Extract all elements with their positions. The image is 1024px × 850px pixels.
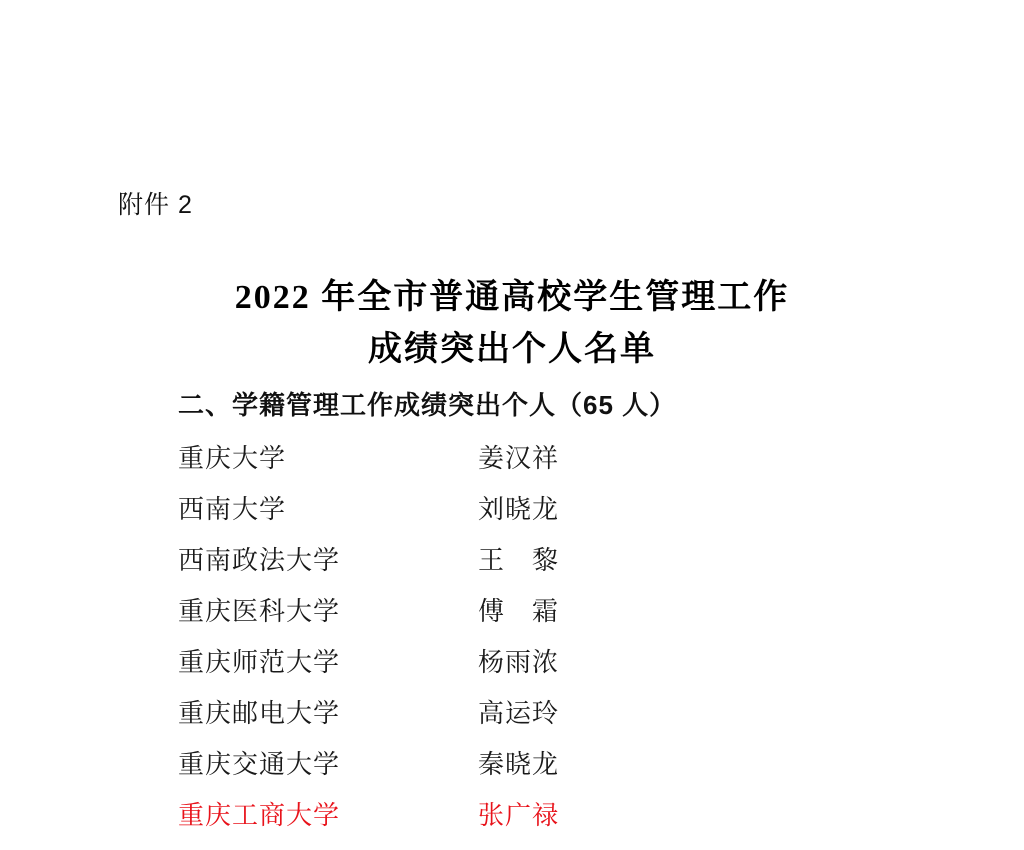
roster-person-name: 张广禄: [478, 801, 560, 830]
table-row: [178, 489, 738, 540]
roster-list: [178, 438, 738, 846]
table-row: [178, 540, 738, 591]
roster-organization: 重庆邮电大学: [178, 699, 341, 728]
table-row: [178, 795, 738, 846]
roster-person-name: 杨雨浓: [478, 648, 560, 677]
roster-person-name: 秦晓龙: [478, 750, 560, 779]
section-heading: 二、学籍管理工作成绩突出个人（65 人）: [178, 390, 677, 420]
roster-organization: 西南政法大学: [178, 546, 341, 575]
attachment-label: 附件 2: [118, 191, 193, 219]
table-row: [178, 591, 738, 642]
table-row: [178, 744, 738, 795]
page-title-line-1: 2022 年全市普通高校学生管理工作: [234, 279, 790, 316]
roster-person-name: 王 黎: [478, 546, 560, 575]
roster-organization: 西南大学: [178, 495, 287, 524]
roster-organization: 重庆工商大学: [178, 801, 341, 830]
table-row: [178, 693, 738, 744]
page-title-line-2: 成绩突出个人名单: [368, 331, 656, 368]
roster-person-name: 刘晓龙: [478, 495, 560, 524]
roster-person-name: 傅 霜: [478, 597, 560, 626]
roster-organization: 重庆医科大学: [178, 597, 341, 626]
roster-organization: 重庆师范大学: [178, 648, 341, 677]
roster-organization: 重庆交通大学: [178, 750, 341, 779]
table-row: [178, 438, 738, 489]
table-row: [178, 642, 738, 693]
page-title: [0, 272, 1024, 376]
roster-organization: 重庆大学: [178, 444, 287, 473]
roster-person-name: 姜汉祥: [478, 444, 560, 473]
roster-person-name: 高运玲: [478, 699, 560, 728]
